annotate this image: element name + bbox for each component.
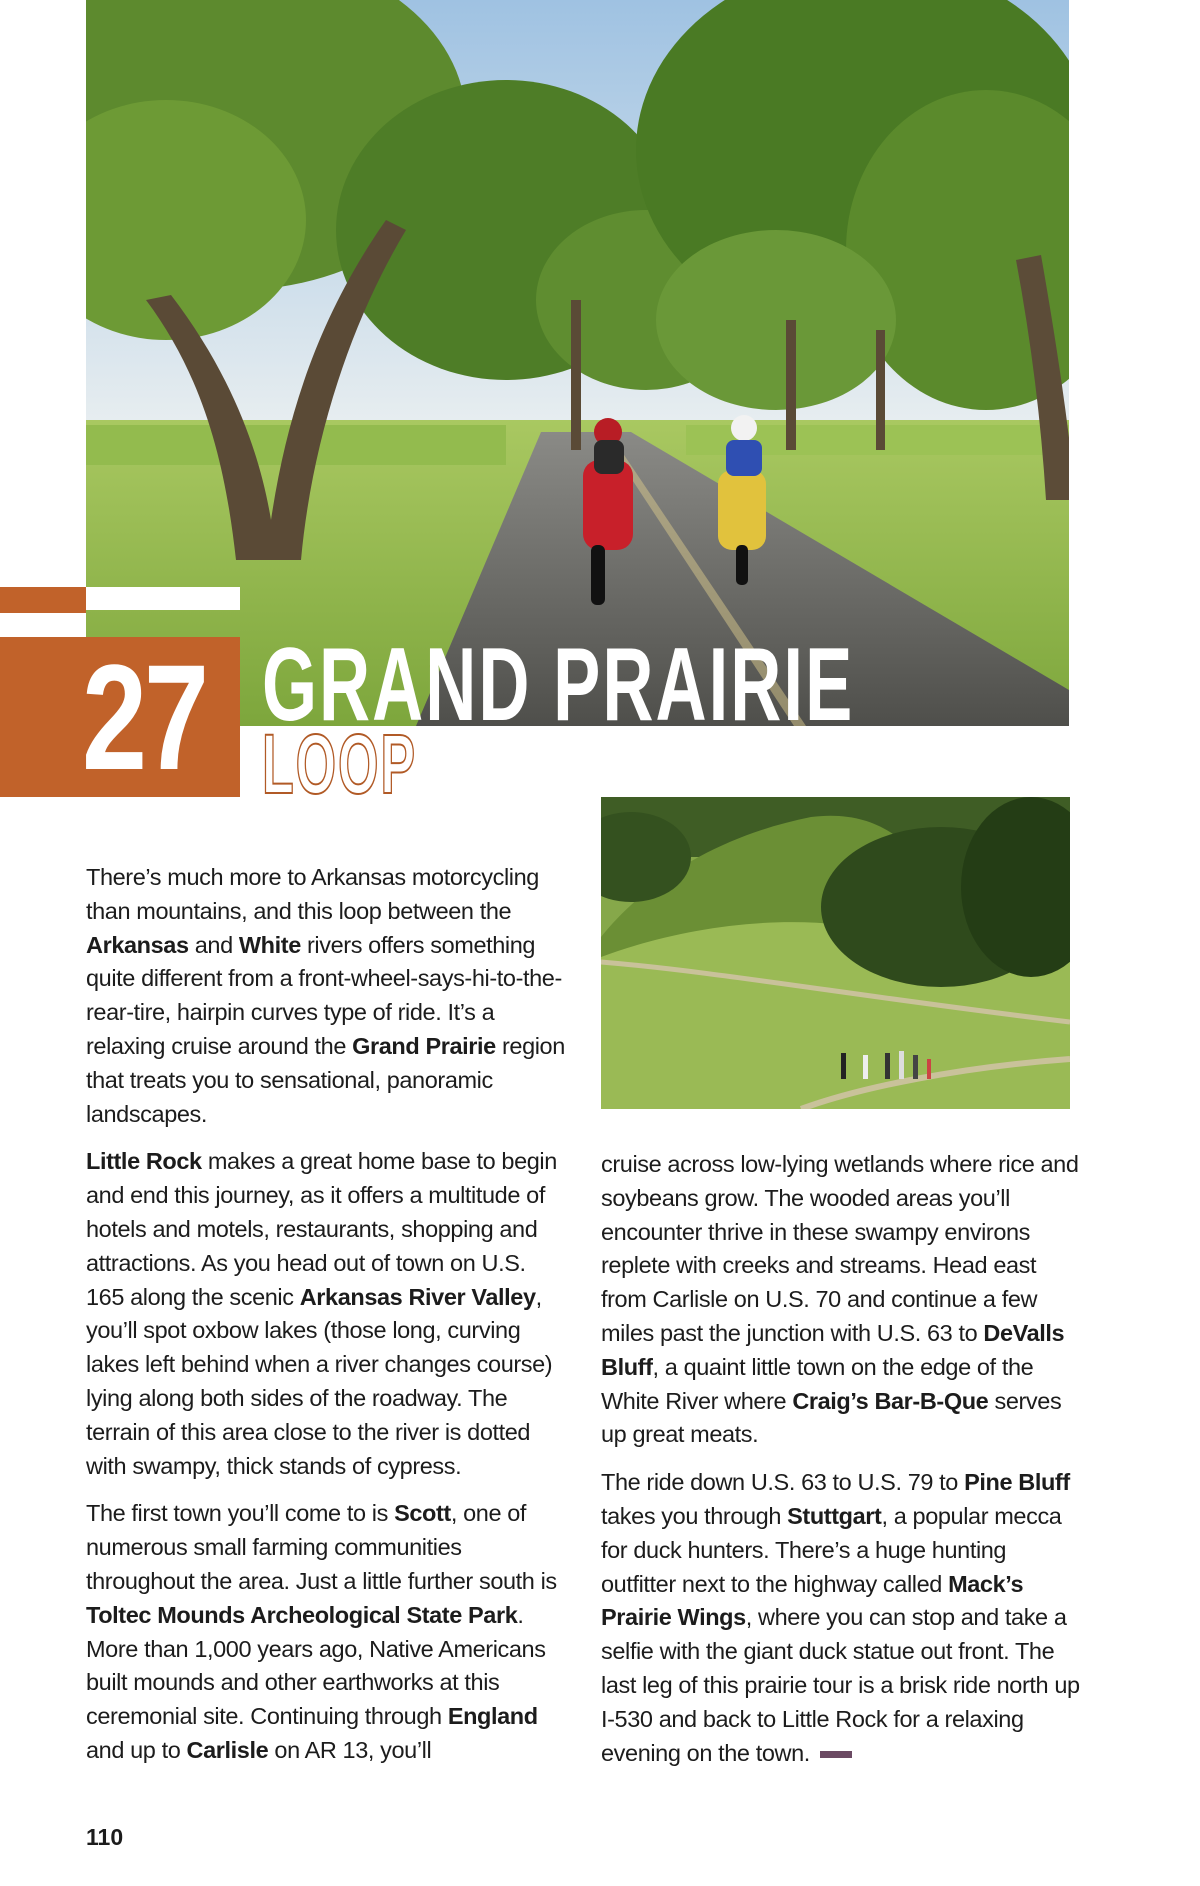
bold-term: Pine Bluff xyxy=(964,1469,1070,1496)
text-run: and up to xyxy=(86,1736,187,1763)
paragraph xyxy=(601,1466,1081,1770)
text-run: , one of numerous small farming communities throughout the area. Just a little further south is xyxy=(86,1500,557,1594)
text-run: , you’ll spot oxbow lakes (those long, curving lakes left behind when a river changes course) lying along both sides of the roadway. The terrain of this area close to the river is dotted with swampy, thick stands of cypress. xyxy=(86,1283,553,1479)
text-run: . More than 1,000 years ago, Native Americans built mounds and other earthworks at this ceremonial site. Continuing through xyxy=(86,1601,546,1730)
chapter-title: GRAND PRAIRIE xyxy=(262,627,855,743)
text-run: on AR 13, you’ll xyxy=(268,1736,432,1763)
text-run: There’s much more to Arkansas motorcycling than mountains, and this loop between the xyxy=(86,864,539,924)
bold-term: Mack’s Prairie Wings xyxy=(601,1570,1024,1631)
end-of-article-mark xyxy=(820,1751,852,1758)
text-run: cruise across low-lying wetlands where rice and soybeans grow. The wooded areas you’ll encounter thrive in these swampy environs replete with creeks and streams. Head east from Carlisle on U.S. 70 and continue a few miles past the junction with U.S. 63 to xyxy=(601,1151,1079,1346)
body-column-right xyxy=(601,1148,1081,1784)
accent-bar-white xyxy=(86,587,240,610)
bold-term: Scott xyxy=(394,1500,451,1527)
toltec-mound-photo xyxy=(601,797,1070,1109)
text-run: and xyxy=(188,931,239,958)
bold-term: Little Rock xyxy=(86,1148,202,1175)
bold-term: Toltec Mounds Archeological State Park xyxy=(86,1601,518,1628)
mound-illustration xyxy=(601,797,1070,1109)
bold-term: Carlisle xyxy=(186,1736,269,1763)
text-run: The first town you’ll come to is xyxy=(86,1500,395,1527)
bold-term: Grand Prairie xyxy=(352,1032,496,1059)
bold-term: Stuttgart xyxy=(787,1502,882,1529)
body-column-left xyxy=(86,861,566,1782)
paragraph xyxy=(86,1497,566,1767)
bold-term: DeValls Bluff xyxy=(601,1319,1065,1380)
text-run: takes you through xyxy=(601,1502,788,1529)
text-run: serves up great meats. xyxy=(601,1387,1062,1448)
motorcycle-road-illustration xyxy=(86,0,1069,726)
text-run: , a popular mecca for duck hunters. There’s a huge hunting outfitter next to the highway called xyxy=(601,1502,1062,1597)
bold-term: White xyxy=(238,931,301,958)
text-run: , a quaint little town on the edge of the White River where xyxy=(601,1353,1034,1414)
text-run: makes a great home base to begin and end this journey, as it offers a multitude of hotels and motels, restaurants, shopping and attractions. As you head out of town on U.S. 165 along the scenic xyxy=(86,1148,557,1310)
paragraph xyxy=(601,1148,1081,1452)
paragraph xyxy=(86,1145,566,1483)
text-run: The ride down U.S. 63 to U.S. 79 to xyxy=(601,1469,965,1496)
page-number: 110 xyxy=(86,1824,124,1850)
text-run: , where you can stop and take a selfie with the giant duck statue out front. The last leg of this prairie tour is a brisk ride north up I-530 and back to Little Rock for a relaxing evening on the town. xyxy=(601,1604,1080,1766)
chapter-subtitle: LOOP xyxy=(262,717,418,811)
bold-term: Arkansas River Valley xyxy=(299,1283,536,1310)
chapter-number: 27 xyxy=(82,633,206,801)
paragraph xyxy=(86,861,566,1131)
bold-term: Craig’s Bar-B-Que xyxy=(792,1387,989,1414)
text-run: region that treats you to sensational, panoramic landscapes. xyxy=(86,1032,565,1127)
bold-term: Arkansas xyxy=(86,931,189,958)
accent-bar xyxy=(0,587,86,613)
hero-photo xyxy=(86,0,1069,726)
text-run: rivers offers something quite different from a front-wheel-says-hi-to-the-rear-tire, hairpin curves type of ride. It’s a relaxing cruise around the xyxy=(86,931,562,1059)
bold-term: England xyxy=(447,1703,538,1730)
